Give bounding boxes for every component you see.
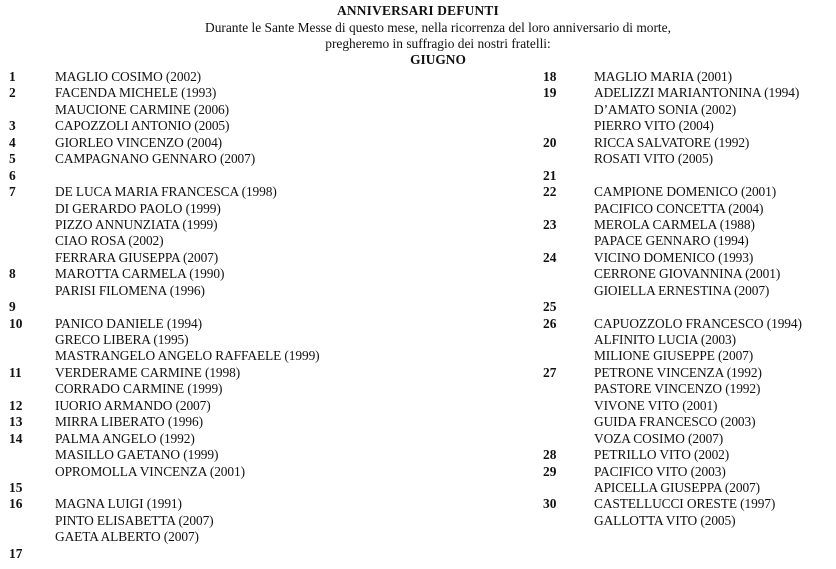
list-item [9, 348, 509, 364]
deceased-name: GALLOTTA VITO (2005) [594, 512, 736, 528]
day-number: 24 [543, 249, 557, 265]
deceased-name: MAGNA LUIGI (1991) [55, 496, 182, 512]
deceased-name: PANICO DANIELE (1994) [55, 315, 202, 331]
deceased-name: MAGLIO COSIMO (2002) [55, 69, 202, 84]
list-item [9, 233, 509, 249]
list-item [9, 168, 509, 184]
deceased-name: MAUCIONE CARMINE (2006) [55, 101, 230, 117]
list-item [9, 513, 509, 529]
day-number: 22 [543, 184, 557, 200]
list-item [9, 546, 509, 562]
deceased-name: PIZZO ANNUNZIATA (1999) [55, 216, 218, 232]
list-item [543, 69, 833, 85]
list-item [9, 118, 509, 134]
deceased-name: ROSATI VITO (2005) [594, 151, 713, 167]
list-item [9, 398, 509, 414]
list-item [9, 431, 509, 447]
deceased-name: IUORIO ARMANDO (2007) [55, 397, 211, 413]
deceased-name: CAPUOZZOLO FRANCESCO (1994) [594, 315, 802, 331]
deceased-name: PINTO ELISABETTA (2007) [55, 512, 214, 528]
deceased-name: RICCA SALVATORE (1992) [594, 134, 750, 150]
day-number: 3 [9, 118, 16, 134]
list-item [543, 118, 833, 134]
day-number: 2 [9, 85, 16, 101]
list-item [543, 381, 833, 397]
deceased-name: CAMPAGNANO GENNARO (2007) [55, 151, 256, 167]
page-title: ANNIVERSARI DEFUNTI [337, 3, 499, 18]
deceased-name: D’AMATO SONIA (2002) [594, 101, 737, 117]
list-item [543, 316, 833, 332]
list-item [543, 431, 833, 447]
list-item [9, 151, 509, 167]
deceased-name: MIRRA LIBERATO (1996) [55, 414, 203, 430]
day-number: 20 [543, 134, 557, 150]
deceased-name: MASILLO GAETANO (1999) [55, 447, 219, 463]
day-number: 18 [543, 69, 557, 84]
list-item [9, 496, 509, 512]
list-item [9, 414, 509, 430]
deceased-name: CASTELLUCCI ORESTE (1997) [594, 496, 776, 512]
list-item [9, 184, 509, 200]
list-item [543, 135, 833, 151]
list-item [543, 414, 833, 430]
deceased-name: CORRADO CARMINE (1999) [55, 381, 223, 397]
list-item [543, 168, 833, 184]
list-item [9, 299, 509, 315]
list-item [543, 299, 833, 315]
list-item [543, 201, 833, 217]
day-number: 29 [543, 463, 557, 479]
deceased-name: PACIFICO VITO (2003) [594, 463, 726, 479]
list-item [543, 233, 833, 249]
list-item [9, 365, 509, 381]
deceased-name: PACIFICO CONCETTA (2004) [594, 200, 764, 216]
deceased-name: VICINO DOMENICO (1993) [594, 249, 754, 265]
deceased-name: MEROLA CARMELA (1988) [594, 216, 755, 232]
deceased-name: MAGLIO MARIA (2001) [594, 69, 732, 84]
list-item [543, 447, 833, 463]
day-number: 4 [9, 134, 16, 150]
deceased-name: GIOIELLA ERNESTINA (2007) [594, 282, 770, 298]
list-item [543, 348, 833, 364]
deceased-name: CERRONE GIOVANNINA (2001) [594, 266, 781, 282]
deceased-name: MAROTTA CARMELA (1990) [55, 266, 225, 282]
list-item [9, 381, 509, 397]
list-item [543, 250, 833, 266]
day-number: 7 [9, 184, 16, 200]
deceased-name: VOZA COSIMO (2007) [594, 430, 724, 446]
deceased-name: GAETA ALBERTO (2007) [55, 529, 199, 545]
list-item [9, 464, 509, 480]
subtitle-line-1: Durante le Sante Messe di questo mese, nella ricorrenza del loro anniversario di morte, [205, 20, 671, 35]
list-item [543, 398, 833, 414]
month-heading: GIUGNO [410, 52, 466, 67]
day-number: 25 [543, 299, 557, 315]
deceased-name: MILIONE GIUSEPPE (2007) [594, 348, 754, 364]
day-number: 8 [9, 266, 16, 282]
list-item [543, 217, 833, 233]
deceased-name: CIAO ROSA (2002) [55, 233, 164, 249]
deceased-name: PETRILLO VITO (2002) [594, 447, 730, 463]
deceased-name: FERRARA GIUSEPPA (2007) [55, 249, 219, 265]
day-number: 21 [543, 167, 557, 183]
day-number: 5 [9, 151, 16, 167]
left-anniversary-column [9, 69, 509, 562]
deceased-name: CAPOZZOLI ANTONIO (2005) [55, 118, 230, 134]
list-item [9, 250, 509, 266]
day-number: 30 [543, 496, 557, 512]
day-number: 26 [543, 315, 557, 331]
list-item [9, 266, 509, 282]
list-item [9, 283, 509, 299]
list-item [9, 201, 509, 217]
deceased-name: PETRONE VINCENZA (1992) [594, 364, 762, 380]
deceased-name: PARISI FILOMENA (1996) [55, 282, 205, 298]
list-item [9, 85, 509, 101]
deceased-name: PALMA ANGELO (1992) [55, 430, 195, 446]
list-item [543, 496, 833, 512]
day-number: 28 [543, 447, 557, 463]
day-number: 23 [543, 216, 557, 232]
day-number: 10 [9, 315, 23, 331]
deceased-name: OPROMOLLA VINCENZA (2001) [55, 463, 245, 479]
list-item [543, 332, 833, 348]
subtitle-line-2: pregheremo in suffragio dei nostri fratelli: [325, 36, 551, 51]
day-number: 17 [9, 545, 23, 561]
day-number: 12 [9, 397, 23, 413]
deceased-name: GRECO LIBERA (1995) [55, 332, 189, 347]
day-number: 6 [9, 167, 16, 183]
deceased-name: CAMPIONE DOMENICO (2001) [594, 184, 777, 200]
list-item [543, 184, 833, 200]
day-number: 27 [543, 364, 557, 380]
deceased-name: MASTRANGELO ANGELO RAFFAELE (1999) [55, 348, 320, 364]
list-item [543, 283, 833, 299]
deceased-name: GIORLEO VINCENZO (2004) [55, 134, 223, 150]
deceased-name: ALFINITO LUCIA (2003) [594, 332, 736, 347]
deceased-name: GUIDA FRANCESCO (2003) [594, 414, 756, 430]
list-item [543, 151, 833, 167]
list-item [9, 480, 509, 496]
list-item [9, 69, 509, 85]
list-item [543, 480, 833, 496]
list-item [9, 529, 509, 545]
list-item [9, 332, 509, 348]
list-item [543, 513, 833, 529]
day-number: 13 [9, 414, 23, 430]
right-anniversary-column [543, 69, 833, 529]
deceased-name: FACENDA MICHELE (1993) [55, 85, 217, 101]
list-item [9, 217, 509, 233]
deceased-name: PIERRO VITO (2004) [594, 118, 714, 134]
day-number: 9 [9, 299, 16, 315]
list-item [543, 266, 833, 282]
list-item [9, 316, 509, 332]
deceased-name: APICELLA GIUSEPPA (2007) [594, 479, 760, 495]
day-number: 19 [543, 85, 557, 101]
deceased-name: VERDERAME CARMINE (1998) [55, 364, 241, 380]
list-item [543, 365, 833, 381]
day-number: 1 [9, 69, 16, 84]
deceased-name: PASTORE VINCENZO (1992) [594, 381, 761, 397]
deceased-name: DE LUCA MARIA FRANCESCA (1998) [55, 184, 277, 200]
day-number: 16 [9, 496, 23, 512]
day-number: 14 [9, 430, 23, 446]
list-item [9, 135, 509, 151]
deceased-name: PAPACE GENNARO (1994) [594, 233, 749, 249]
list-item [543, 85, 833, 101]
list-item [9, 102, 509, 118]
list-item [543, 464, 833, 480]
list-item [9, 447, 509, 463]
deceased-name: VIVONE VITO (2001) [594, 397, 718, 413]
deceased-name: DI GERARDO PAOLO (1999) [55, 200, 221, 216]
day-number: 15 [9, 479, 23, 495]
deceased-name: ADELIZZI MARIANTONINA (1994) [594, 85, 800, 101]
list-item [543, 102, 833, 118]
day-number: 11 [9, 364, 22, 380]
